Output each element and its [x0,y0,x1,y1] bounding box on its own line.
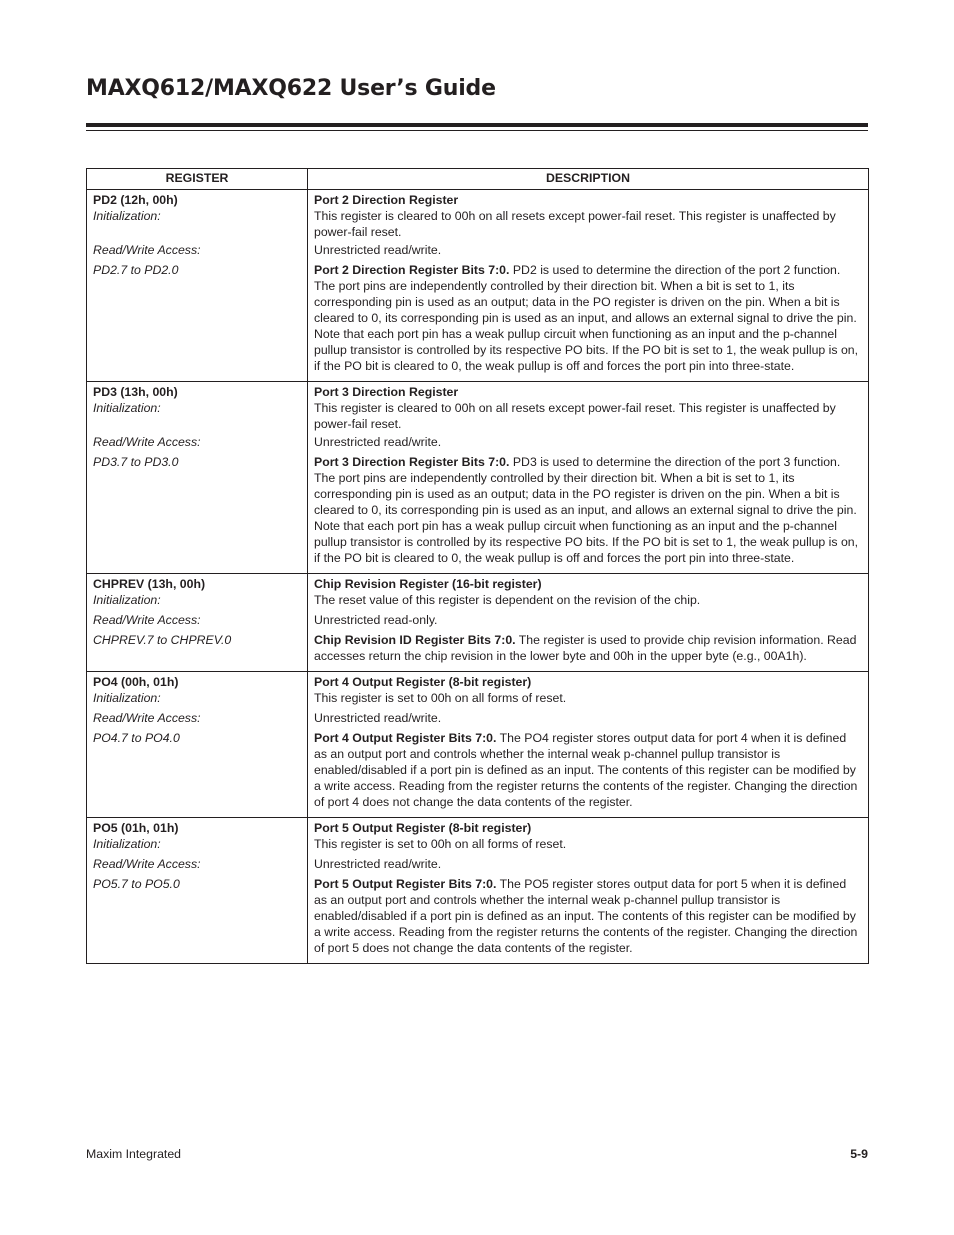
bits-description [314,454,862,566]
access-label: Read/Write Access: [93,243,201,257]
bits-label: CHPREV.7 to CHPREV.0 [93,633,232,647]
register-cell [87,190,308,382]
bits-title: Port 2 Direction Register Bits 7:0. [314,263,510,277]
column-header-register: REGISTER [87,169,308,190]
bits-description [314,730,862,810]
initialization-label: Initialization: [93,691,161,705]
bits-label: PD2.7 to PD2.0 [93,263,179,277]
register-cell [87,818,308,964]
register-name: PO5 (01h, 01h) [93,821,179,835]
bits-description [314,876,862,956]
access-label: Read/Write Access: [93,857,201,871]
initialization-text: This register is cleared to 00h on all resets except power-fail reset. This register is unaffected by power-fail reset. [314,401,836,431]
description-title: Port 2 Direction Register [314,193,459,207]
table-row [87,382,869,574]
access-text: Unrestricted read/write. [314,857,442,871]
register-name: PD3 (13h, 00h) [93,385,178,399]
access-label: Read/Write Access: [93,435,201,449]
bits-label: PD3.7 to PD3.0 [93,455,179,469]
description-cell [308,574,869,672]
register-name: CHPREV (13h, 00h) [93,577,206,591]
table-row [87,574,869,672]
table-row [87,672,869,818]
bits-title: Port 3 Direction Register Bits 7:0. [314,455,510,469]
initialization-text: This register is set to 00h on all forms of reset. [314,837,567,851]
bits-title: Port 4 Output Register Bits 7:0. [314,731,497,745]
description-cell [308,190,869,382]
bits-text: The PO4 register stores output data for port 4 when it is defined as an output port and controls whether the internal weak p-channel pullup transistor is enabled/disabled if a port pin is defined as an input. The contents of this register can be modified by a write access. Reading from the register returns the contents of the register. Changing the direction of port 4 does not change the data contents of the register. [314,731,858,809]
register-cell [87,672,308,818]
register-table [86,168,869,964]
initialization-text: This register is set to 00h on all forms of reset. [314,691,567,705]
bits-text: The register is used to provide chip revision information. Read accesses return the chip revision in the lower byte and 00h in the upper byte (e.g., 00A1h). [314,633,857,663]
bits-text: The PO5 register stores output data for port 5 when it is defined as an output port and controls whether the internal weak p-channel pullup transistor is enabled/disabled if a port pin is defined as an input. The contents of this register can be modified by a write access. Reading from the register returns the contents of the register. Changing the direction of port 5 does not change the data contents of the register. [314,877,858,955]
access-text: Unrestricted read/write. [314,243,442,257]
footer-page-number: 5-9 [850,1147,868,1161]
description-cell [308,818,869,964]
bits-description [314,262,862,374]
bits-label: PO4.7 to PO4.0 [93,731,180,745]
description-title: Chip Revision Register (16-bit register) [314,577,542,591]
bits-title: Port 5 Output Register Bits 7:0. [314,877,497,891]
bits-text: PD3 is used to determine the direction of the port 3 function. The port pins are independently controlled by their direction bit. When a bit is set to 1, its corresponding pin is used as an output; data in the PO register is driven on the pin. When a bit is cleared to 0, its corresponding pin is used as an input, and allows an external signal to drive the pin. Note that each port pin has a weak pullup circuit when functioning as an input and the p-channel pullup transistor is controlled by its respective PO bits. If the PO bit is set to 1, the weak pullup is on, if the PO bit is cleared to 0, the weak pullup is off and forces the port pin into three-state. [314,455,859,565]
column-header-description: DESCRIPTION [308,169,869,190]
header-rule-thick [86,123,868,127]
register-cell [87,382,308,574]
register-name: PD2 (12h, 00h) [93,193,178,207]
access-text: Unrestricted read/write. [314,711,442,725]
bits-description [314,632,862,664]
access-text: Unrestricted read/write. [314,435,442,449]
header-rule-thin [86,130,868,131]
initialization-label: Initialization: [93,593,161,607]
description-title: Port 3 Direction Register [314,385,459,399]
initialization-label: Initialization: [93,401,161,415]
table-header-row [87,169,869,190]
initialization-label: Initialization: [93,209,161,223]
description-title: Port 4 Output Register (8-bit register) [314,675,532,689]
register-name: PO4 (00h, 01h) [93,675,179,689]
description-cell [308,382,869,574]
footer-company: Maxim Integrated [86,1147,182,1161]
access-label: Read/Write Access: [93,711,201,725]
access-label: Read/Write Access: [93,613,201,627]
bits-title: Chip Revision ID Register Bits 7:0. [314,633,516,647]
table-row [87,190,869,382]
initialization-label: Initialization: [93,837,161,851]
table-row [87,818,869,964]
description-cell [308,672,869,818]
access-text: Unrestricted read-only. [314,613,438,627]
bits-label: PO5.7 to PO5.0 [93,877,180,891]
page-title: MAXQ612/MAXQ622 User’s Guide [86,76,496,101]
register-cell [87,574,308,672]
initialization-text: The reset value of this register is dependent on the revision of the chip. [314,593,701,607]
description-title: Port 5 Output Register (8-bit register) [314,821,532,835]
bits-text: PD2 is used to determine the direction of the port 2 function. The port pins are independently controlled by their direction bit. When a bit is set to 1, its corresponding pin is used as an output; data in the PO register is driven on the pin. When a bit is cleared to 0, its corresponding pin is used as an input, and allows an external signal to drive the pin. Note that each port pin has a weak pullup circuit when functioning as an input and the p-channel pullup transistor is controlled by its respective PO bits. If the PO bit is set to 1, the weak pullup is on, if the PO bit is cleared to 0, the weak pullup is off and forces the port pin into three-state. [314,263,859,373]
initialization-text: This register is cleared to 00h on all resets except power-fail reset. This register is unaffected by power-fail reset. [314,209,836,239]
